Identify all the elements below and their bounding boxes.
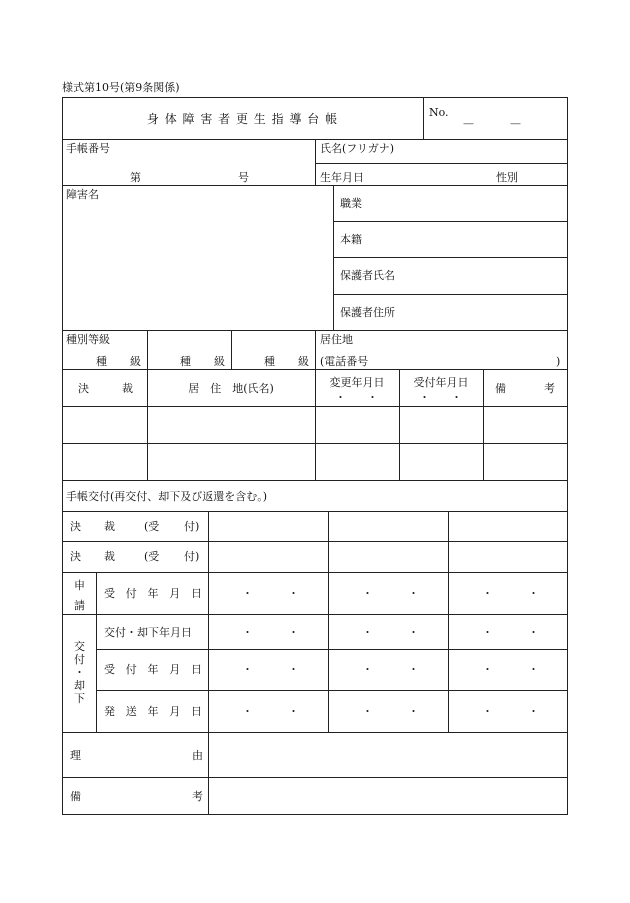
hasso-nengappi: 発 送 年 月 日	[104, 705, 202, 718]
biko-bi: 備	[495, 382, 506, 395]
shinsei-sei: 請	[74, 599, 85, 612]
denwa-close: )	[556, 355, 561, 368]
seibetsu-label: 性別	[496, 171, 518, 184]
honseki-label: 本籍	[340, 233, 362, 246]
kofu-uketsuke-nengappi: 受 付 年 月 日	[104, 663, 202, 676]
henko-dot-1: ・	[335, 391, 346, 404]
kyojuchi-label: 居住地	[320, 333, 353, 346]
form-title: 身 体 障 害 者 更 生 指 導 台 帳	[146, 112, 339, 126]
form-number-label: 様式第10号(第9条関係)	[62, 81, 180, 94]
uketsuke-dot-1: ・	[419, 391, 430, 404]
shimei-label: 氏名(フリガナ)	[320, 142, 395, 155]
kyu-label-2: 級	[214, 355, 225, 368]
kyu-label-3: 級	[298, 355, 309, 368]
henko-dot-2: ・	[367, 391, 378, 404]
kessai-uketsuke-1-sai: 裁	[104, 520, 115, 533]
dai-label: 第	[130, 171, 141, 184]
biko-ko: 考	[544, 382, 555, 395]
techo-kofu-label: 手帳交付(再交付、却下及び返還を含む。)	[66, 490, 268, 503]
kofu-vert-3: ・	[74, 666, 85, 679]
shubetsu-tokyu-label: 種別等級	[66, 333, 110, 346]
kofu-vert-2: 付	[74, 653, 85, 666]
shokugyo-label: 職業	[340, 197, 362, 210]
hogosha-jusho-label: 保護者住所	[340, 306, 395, 319]
no-dash-2: —	[510, 117, 521, 130]
techo-bango-label: 手帳番号	[66, 142, 110, 155]
henko-nengappi-label: 変更年月日	[329, 376, 385, 389]
seinengappi-label: 生年月日	[320, 171, 364, 184]
no-label: No.	[429, 106, 449, 119]
kessai-uketsuke-1-uke: (受	[144, 520, 160, 533]
kessai-uketsuke-1-tsuke: 付)	[184, 520, 200, 533]
uketsuke-nengappi-label: 受付年月日	[413, 376, 469, 389]
riyu-yu: 由	[192, 749, 203, 762]
kessai-uketsuke-2-uke: (受	[144, 550, 160, 563]
shinsei-uketsuke-nengappi: 受 付 年 月 日	[104, 587, 202, 600]
riyu-ri: 理	[70, 749, 81, 762]
shu-label-1: 種	[96, 355, 107, 368]
denwa-label: (電話番号	[320, 355, 369, 368]
shogaimei-label: 障害名	[66, 188, 99, 201]
shu-label-3: 種	[264, 355, 275, 368]
kofu-vert-1: 交	[74, 640, 85, 653]
biko2-bi: 備	[70, 790, 81, 803]
kessai-uketsuke-2-tsuke: 付)	[184, 550, 200, 563]
shu-label-2: 種	[180, 355, 191, 368]
kessai-uketsuke-1-ketsu: 決	[70, 520, 81, 533]
kofu-vert-5: 下	[74, 692, 85, 705]
kessai-ketsu: 決	[78, 382, 89, 395]
kofu-vert-4: 却	[74, 679, 85, 692]
kofu-kyakka-nengappi-label: 交付・却下年月日	[104, 626, 192, 639]
uketsuke-dot-2: ・	[451, 391, 462, 404]
shinsei-shin: 申	[74, 579, 85, 592]
kessai-sai: 裁	[122, 382, 133, 395]
hogosha-shimei-label: 保護者氏名	[340, 269, 395, 282]
kyu-label-1: 級	[130, 355, 141, 368]
go-label: 号	[238, 171, 249, 184]
kessai-uketsuke-2-sai: 裁	[104, 550, 115, 563]
kyojuchi-shimei-label: 居 住 地(氏名)	[188, 382, 274, 395]
biko2-ko: 考	[192, 790, 203, 803]
no-dash-1: —	[463, 117, 474, 130]
kessai-uketsuke-2-ketsu: 決	[70, 550, 81, 563]
